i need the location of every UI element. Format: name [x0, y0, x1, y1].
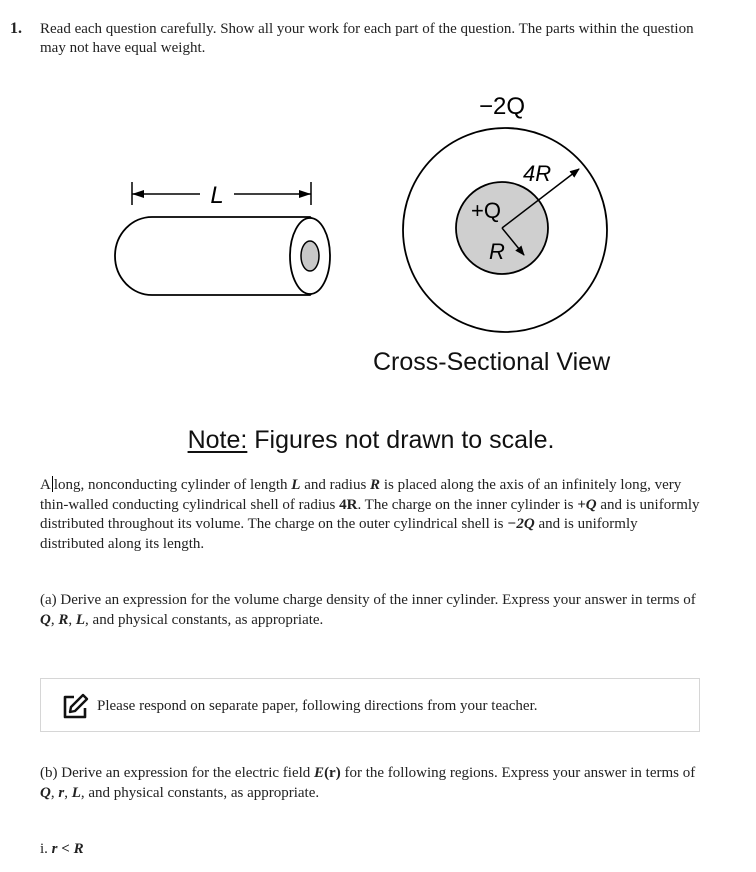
symbol-Q: Q: [40, 784, 51, 801]
figure: [0, 80, 756, 350]
part-b-i-label: i.: [40, 841, 48, 857]
symbol-E: E: [314, 765, 325, 781]
question-number: 1.: [10, 20, 22, 37]
outer-charge-label: −2Q: [478, 93, 526, 120]
symbol-R: R: [58, 611, 69, 628]
symbol-r: r: [58, 784, 65, 801]
symbol-L: L: [71, 784, 81, 801]
problem-text-4: . The charge on the inner cylinder is: [357, 496, 574, 513]
figure-caption: Cross-Sectional View: [373, 348, 611, 376]
symbol-E-of-r: (r): [324, 765, 341, 781]
separator: ,: [64, 784, 68, 801]
symbol-Q: Q: [40, 611, 51, 628]
symbol-L: L: [291, 477, 301, 493]
note-label: Note:: [187, 426, 248, 454]
cylinder-side-view: [115, 182, 330, 295]
part-a-text: (a) Derive an expression for the volume charge density of the inner cylinder. Express your answer in terms of: [40, 592, 696, 608]
part-b-text: (b) Derive an expression for the electric field: [40, 765, 311, 781]
part-a-tail: , and physical constants, as appropriate.: [85, 611, 324, 628]
separator: ,: [50, 611, 55, 628]
problem-text-1: long, nonconducting cylinder of length: [53, 477, 288, 493]
part-b-mid: for the following regions. Express your answer in terms of: [344, 765, 696, 781]
symbol-less-R: < R: [61, 841, 84, 857]
symbol-r: r: [51, 841, 58, 857]
symbol-R: R: [370, 477, 381, 493]
separator: ,: [50, 784, 55, 801]
cross-section-view: [403, 93, 607, 332]
response-text: Please respond on separate paper, following directions from your teacher.: [97, 698, 538, 714]
inner-charge-label: +Q: [471, 198, 501, 223]
part-b-tail: , and physical constants, as appropriate.: [80, 784, 320, 801]
symbol-plus-Q: +Q: [577, 496, 597, 513]
response-box[interactable]: [40, 678, 700, 732]
symbol-4R: 4R: [339, 496, 358, 513]
text-cursor: [52, 476, 53, 492]
scale-note: [0, 426, 742, 455]
edit-icon: [61, 693, 89, 721]
part-b: [40, 764, 700, 803]
problem-text-2: and radius: [304, 477, 367, 493]
symbol-L: L: [75, 611, 86, 628]
note-text: Figures not drawn to scale.: [254, 426, 555, 454]
length-label: L: [210, 182, 224, 209]
text-a: A: [40, 477, 51, 493]
inner-radius-label: R: [489, 239, 505, 264]
part-b-i: [40, 840, 700, 860]
problem-text-3: is placed along the axis of an infinitely long, very thin-walled conducting cylindrical shell of radius: [40, 477, 682, 513]
question-instructions: Read each question carefully. Show all your work for each part of the question. The parts within the question may not have equal weight.: [40, 21, 694, 56]
problem-text-6: and is uniformly distributed along its length.: [40, 516, 638, 552]
part-a: [40, 591, 700, 630]
problem-text-5: and is uniformly distributed throughout its volume. The charge on the outer cylindrical shell is: [40, 496, 700, 532]
problem-statement: [40, 476, 700, 554]
outer-radius-label: 4R: [523, 161, 552, 186]
separator: ,: [68, 611, 73, 628]
symbol-minus-2Q: −2Q: [507, 516, 535, 532]
